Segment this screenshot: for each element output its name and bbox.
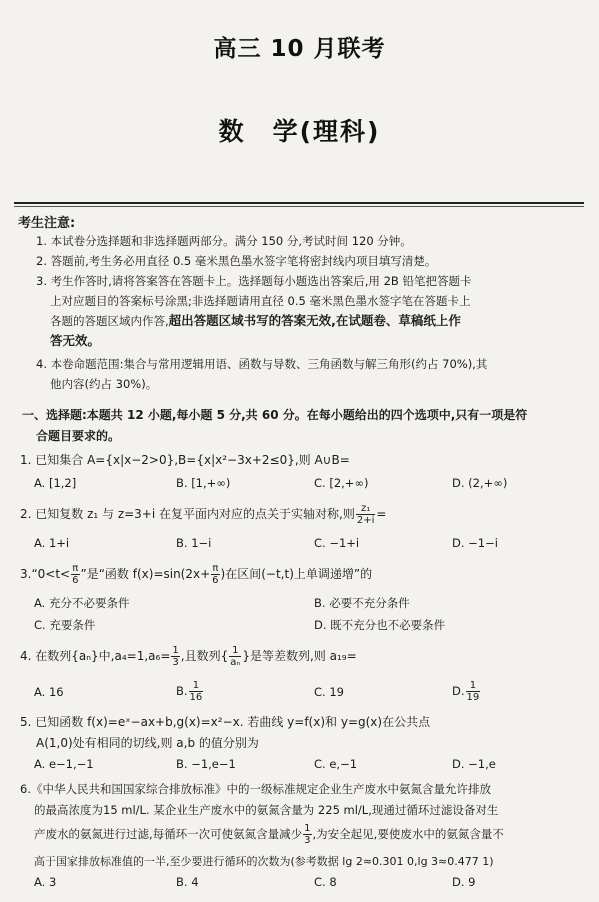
question-2-frac-num: z₁: [356, 503, 376, 515]
question-4-option-d-num: 1: [466, 680, 481, 692]
question-2-text-end: =: [376, 507, 387, 521]
question-4-option-d-label: D.: [452, 684, 465, 698]
question-1-option-c: C. [2,+∞): [314, 476, 369, 490]
section-heading: 一、选择题:本题共 12 小题,每小题 5 分,共 60 分。在每小题给出的四个选项中,只有一项是符: [22, 408, 528, 422]
question-2-text: 2. 已知复数 z₁ 与 z=3+i 在复平面内对应的点关于实轴对称,则: [20, 507, 355, 521]
question-4-frac2-num: 1: [229, 645, 241, 657]
question-4-option-d-fraction: [466, 680, 481, 703]
question-5-option-b: B. −1,e−1: [176, 757, 236, 771]
divider-thin: [14, 206, 584, 207]
question-4-option-d-den: 19: [466, 692, 480, 703]
question-4-option-c: C. 19: [314, 685, 344, 699]
divider-thick: [14, 202, 584, 204]
question-3-frac2-num: π: [212, 563, 219, 574]
question-3-fraction-1: [71, 563, 79, 586]
question-3-frac1-den: 6: [72, 575, 79, 586]
question-2-option-a: A. 1+i: [34, 536, 70, 550]
question-6-line-3-text-b: ,为安全起见,要使废水中的氨氮含量不: [312, 827, 504, 841]
question-6-line-3-text-a: 产废水的氨氮进行过滤,每循环一次可使氨氮含量减少: [34, 827, 303, 841]
question-6-option-c: C. 8: [314, 875, 337, 889]
exam-title: 高三 10 月联考: [213, 36, 386, 62]
question-4-fraction-2: [229, 645, 241, 668]
question-3-fraction-2: [211, 563, 219, 586]
question-1-option-b: B. [1,+∞): [176, 476, 231, 490]
question-5-option-a: A. e−1,−1: [34, 757, 94, 771]
question-4-option-b-den: 16: [189, 692, 203, 703]
question-4-frac1-num: 1: [172, 645, 179, 656]
question-4-option-b-fraction: [189, 680, 204, 703]
question-3-option-c: C. 充要条件: [34, 618, 96, 632]
question-6-option-b: B. 4: [176, 875, 199, 889]
question-4-option-b-num: 1: [189, 680, 204, 692]
question-3-text-a: 3.“0<t<: [20, 567, 71, 581]
subject-title: 数 学(理科): [218, 117, 381, 146]
question-6-option-d: D. 9: [452, 875, 476, 889]
notice-item-1: 1. 本试卷分选择题和非选择题两部分。满分 150 分,考试时间 120 分钟。: [36, 234, 412, 248]
notice-heading: 考生注意:: [18, 216, 76, 231]
question-5-line-2: A(1,0)处有相同的切线,则 a,b 的值分别为: [36, 736, 259, 750]
notice-item-3-cont-2: [50, 311, 584, 331]
question-5-line-1: 5. 已知函数 f(x)=eˣ−ax+b,g(x)=x²−x. 若曲线 y=f(x)和 y=g(x)在公共点: [20, 715, 431, 729]
question-4-option-b: [176, 680, 204, 703]
notice-item-3-warning: 超出答题区域书写的答案无效,在试题卷、草稿纸上作: [168, 313, 461, 328]
notice-item-4: 4. 本卷命题范围:集合与常用逻辑用语、函数与导数、三角函数与解三角形(约占 70%),其: [36, 357, 488, 371]
section-heading-cont: 合题目要求的。: [36, 429, 121, 443]
question-4-stem: [20, 645, 585, 668]
question-3-frac1-num: π: [72, 563, 79, 574]
question-4-fraction-1: [171, 645, 179, 668]
question-1-option-d: D. (2,+∞): [452, 476, 508, 490]
question-3-option-a: A. 充分不必要条件: [34, 596, 130, 610]
question-6-line-4: 高于国家排放标准值的一半,至少要进行循环的次数为(参考数据 lg 2≈0.301 0,lg 3≈0.477 1): [34, 855, 494, 868]
question-4-option-b-label: B.: [176, 684, 188, 698]
question-6-fraction: [303, 823, 311, 846]
question-3-frac2-den: 6: [212, 575, 219, 586]
notice-item-3-cont-2-text: 各题的答题区域内作答,: [50, 314, 169, 328]
question-4-option-d: [452, 680, 481, 703]
question-6-frac-den: 3: [304, 835, 311, 846]
question-4-text-a: 4. 在数列{aₙ}中,a₄=1,a₆=: [20, 649, 171, 663]
question-1-stem: 1. 已知集合 A={x|x−2>0},B={x|x²−3x+2≤0},则 A∪B=: [20, 453, 350, 467]
question-1-option-a: A. [1,2]: [34, 476, 77, 490]
question-2-option-b: B. 1−i: [176, 536, 212, 550]
notice-item-3-cont-1: 上对应题目的答案标号涂黑;非选择题请用直径 0.5 毫米黑色墨水签字笔在答题卡上: [50, 294, 471, 308]
notice-item-3-cont-3: [50, 331, 584, 351]
question-5-option-d: D. −1,e: [452, 757, 496, 771]
question-4-frac1-den: 3: [172, 657, 179, 668]
question-2-frac-den: 2+i: [356, 515, 375, 526]
question-6-option-a: A. 3: [34, 875, 57, 889]
question-3-text-c: )在区间(−t,t)上单调递增”的: [220, 567, 373, 581]
question-6-line-2: 的最高浓度为15 ml/L. 某企业生产废水中的氨氮含量为 225 ml/L,现通过循环过滤设备对生: [34, 803, 499, 817]
question-6-frac-num: 1: [304, 823, 311, 834]
question-5-option-c: C. e,−1: [314, 757, 358, 771]
question-2-option-d: D. −1−i: [452, 536, 498, 550]
question-4-text-c: }是等差数列,则 a₁₉=: [242, 649, 357, 663]
notice-item-4-cont: 他内容(约占 30%)。: [50, 377, 158, 391]
question-2-fraction: [356, 503, 376, 526]
question-3-option-d: D. 既不充分也不必要条件: [314, 618, 446, 632]
question-3-stem: [20, 563, 585, 586]
question-4-text-b: ,且数列{: [180, 649, 229, 663]
notice-item-3: 3. 考生作答时,请将答案答在答题卡上。选择题每小题选出答案后,用 2B 铅笔把答题卡: [36, 274, 472, 288]
question-6-line-3: [34, 823, 599, 846]
notice-item-2: 2. 答题前,考生务必用直径 0.5 毫米黑色墨水签字笔将密封线内项目填写清楚。: [36, 254, 437, 268]
question-2-stem: [20, 503, 585, 526]
notice-item-3-warning-end: 答无效。: [50, 333, 101, 348]
question-3-text-b: ”是“函数 f(x)=sin(2x+: [80, 567, 211, 581]
question-3-option-b: B. 必要不充分条件: [314, 596, 410, 610]
question-6-line-1: 6.《中华人民共和国国家综合排放标准》中的一级标准规定企业生产废水中氨氮含量允许排放: [20, 782, 491, 796]
question-2-option-c: C. −1+i: [314, 536, 360, 550]
question-4-option-a: A. 16: [34, 685, 64, 699]
question-4-frac2-den: aₙ: [230, 657, 241, 668]
